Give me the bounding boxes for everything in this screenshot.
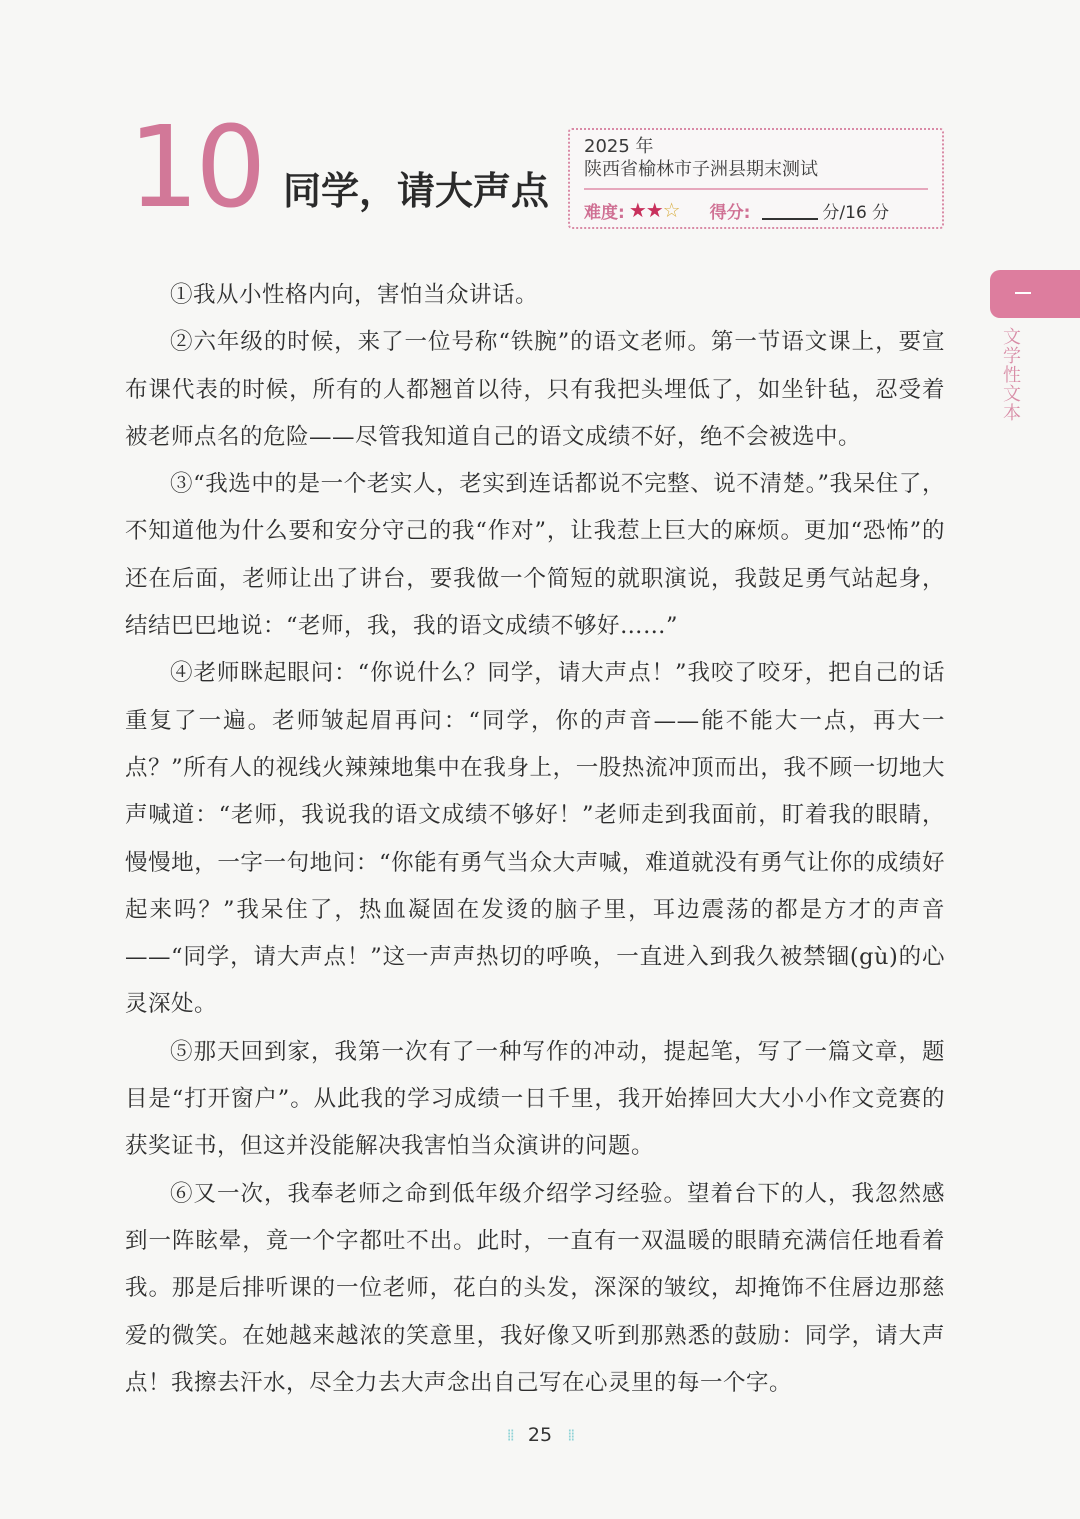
paragraph: ⑤那天回到家，我第一次有了一种写作的冲动，提起笔，写了一篇文章，题目是“打开窗户”。从此我的学习成绩一日千里，我开始捧回大大小小作文竞赛的获奖证书，但这并没能解决我害怕当众演讲的问题。 [125, 1038, 945, 1160]
exam-info-box [568, 128, 944, 229]
section-tab-mark [1015, 292, 1031, 294]
info-divider [584, 188, 928, 190]
star-empty-icon: ☆ [662, 198, 680, 222]
difficulty-stars [629, 198, 680, 222]
section-tab [990, 270, 1080, 318]
section-label: 文学性文本 [1003, 327, 1021, 424]
info-row [584, 196, 928, 224]
difficulty-label: 难度: [584, 202, 625, 223]
exam-source: 陕西省榆林市子洲县期末测试 [584, 159, 818, 180]
page-footer [0, 1424, 1080, 1446]
score-blank[interactable] [762, 200, 818, 220]
score-label: 得分: [709, 202, 751, 223]
paragraph: ⑥又一次，我奉老师之命到低年级介绍学习经验。望着台下的人，我忽然感到一阵眩晕，竟一个字都吐不出。此时，一直有一双温暖的眼睛充满信任地看着我。那是后排听课的一位老师，花白的头发，深深的皱纹，却掩饰不住唇边那慈爱的微笑。在她越来越浓的笑意里，我好像又听到那熟悉的鼓励：同学，请大声点！我擦去汗水，尽全力去大声念出自己写在心灵里的每一个字。 [125, 1180, 945, 1396]
paragraph: ③“我选中的是一个老实人，老实到连话都说不完整、说不清楚。”我呆住了，不知道他为什么要和安分守己的我“作对”，让我惹上巨大的麻烦。更加“恐怖”的还在后面，老师让出了讲台，要我做一个简短的就职演说，我鼓足勇气站起身，结结巴巴地说：“老师，我，我的语文成绩不够好……” [125, 471, 945, 640]
lesson-title: 同学，请大声点 [283, 169, 550, 213]
page-number: 25 [527, 1424, 553, 1446]
score-total: 分/16 分 [822, 202, 890, 223]
article-body [125, 272, 945, 1407]
exam-year: 2025 年 [584, 136, 654, 157]
paragraph: ①我从小性格内向，害怕当众讲话。 [170, 282, 539, 308]
paragraph: ④老师眯起眼问：“你说什么？同学，请大声点！”我咬了咬牙，把自己的话重复了一遍。老师皱起眉再问：“同学，你的声音——能不能大一点，再大一点？”所有人的视线火辣辣地集中在我身上，一股热流冲顶而出，我不顾一切地大声喊道：“老师，我说我的语文成绩不够好！”老师走到我面前，盯着我的眼睛，慢慢地，一字一句地问：“你能有勇气当众大声喊，难道就没有勇气让你的成绩好起来吗？”我呆住了，热血凝固在发烫的脑子里，耳边震荡的都是方才的声音——“同学，请大声点！”这一声声热切的呼唤，一直进入到我久被禁锢(gù)的心灵深处。 [125, 660, 945, 1018]
right-deco-icon: ⁞⁞ [567, 1425, 574, 1445]
left-deco-icon: ⁞⁞ [506, 1425, 513, 1445]
score-group [710, 198, 890, 223]
star-filled-icon: ★★ [628, 198, 663, 222]
lesson-number: 10 [128, 103, 263, 233]
paragraph: ②六年级的时候，来了一位号称“铁腕”的语文老师。第一节语文课上，要宣布课代表的时候，所有的人都翘首以待，只有我把头埋低了，如坐针毡，忍受着被老师点名的危险——尽管我知道自己的语文成绩不好，绝不会被选中。 [125, 329, 945, 450]
